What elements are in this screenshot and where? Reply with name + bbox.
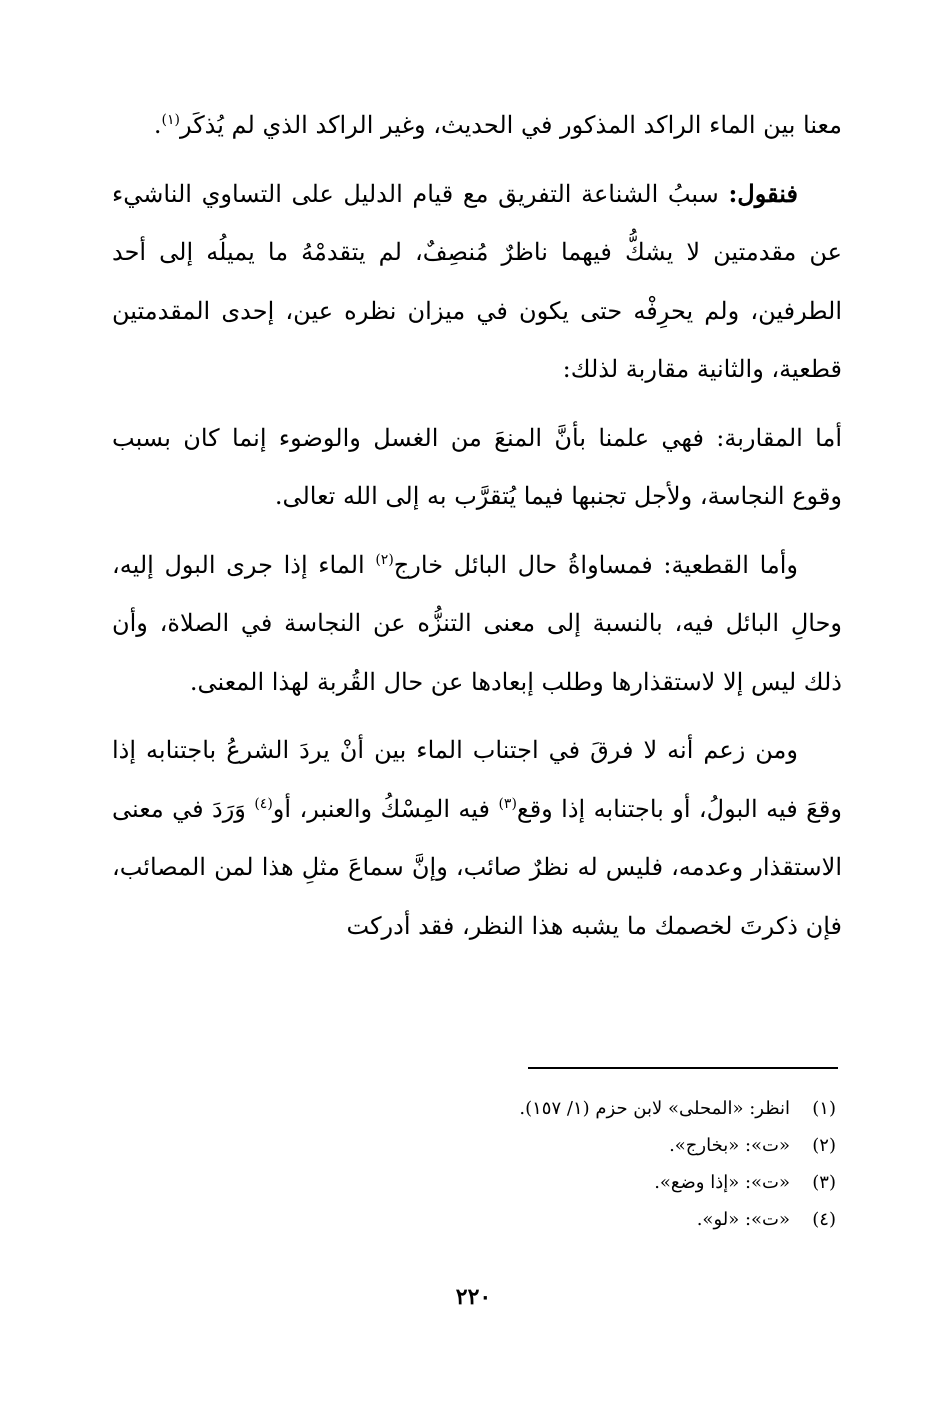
footnote-1 <box>112 1090 836 1127</box>
footnote-text: «ت»: «بخارج». <box>669 1135 790 1156</box>
paragraph-1-tail: . <box>153 111 162 139</box>
footnote-number: (١) <box>812 1098 836 1119</box>
footnote-number: (٤) <box>812 1209 836 1230</box>
footnote-ref-1: (١) <box>161 112 180 128</box>
paragraph-1 <box>112 96 842 155</box>
paragraph-4-text-after: الماء إذا جرى البول إليه، وحالِ البائل فيه، بالنسبة إلى معنى التنزُّه عن النجاسة في الصلاة، وأن ذلك ليس إلا لاستقذارها وطلب إبعادها عن حال القُربة لهذا المعنى. <box>112 550 842 696</box>
paragraph-5-text-after: وَرَدَ في معنى الاستقذار وعدمه، فليس له نظرٌ صائب، وإنَّ سماعَ مثلِ هذا لمن المصائب، فإن ذكرتَ لخصمك ما يشبه هذا النظر، فقد أدركت <box>112 794 843 940</box>
footnotes <box>112 1090 836 1238</box>
footnote-text: «ت»: «لو». <box>696 1209 790 1230</box>
footnote-2 <box>112 1127 836 1164</box>
footnote-number: (٣) <box>812 1172 836 1193</box>
page-number: ٢٢٠ <box>455 1284 492 1310</box>
paragraph-5 <box>112 721 842 955</box>
footnote-ref-4: (٤) <box>254 795 273 812</box>
paragraph-4-text-before: وأما القطعية: فمساواةُ حال البائل خارج <box>393 550 798 579</box>
footnote-4 <box>112 1201 836 1238</box>
footnote-text: انظر: «المحلى» لابن حزم (١/ ١٥٧). <box>519 1098 790 1119</box>
footnote-3 <box>112 1164 836 1201</box>
main-text <box>112 96 842 955</box>
footnote-text: «ت»: «إذا وضع». <box>654 1172 790 1193</box>
paragraph-3-text: أما المقاربة: فهي علمنا بأنَّ المنعَ من الغسل والوضوء إنما كان بسبب وقوع النجاسة، ولأجل تجنبها فيما يُتقرَّب به إلى الله تعالى. <box>112 423 842 510</box>
paragraph-1-text: معنا بين الماء الراكد المذكور في الحديث، وغير الراكد الذي لم يُذكَر <box>179 111 842 139</box>
footnote-ref-3: (٣) <box>498 795 517 812</box>
paragraph-4 <box>112 536 842 712</box>
paragraph-3 <box>112 409 842 526</box>
paragraph-2-text: سببُ الشناعة التفريق مع قيام الدليل على التساوي الناشيء عن مقدمتين لا يشكُّ فيهما ناظرٌ مُنصِفٌ، لم يتقدمْهُ ما يميلُه إلى أحد الطرفين، ولم يحرِفْه حتى يكون في ميزان نظره عين، إحدى المقدمتين قطعية، والثانية مقاربة لذلك: <box>112 179 842 383</box>
paragraph-2 <box>112 165 842 399</box>
paragraph-5-text-before: ومن زعم أنه لا فرقَ في اجتناب الماء بين أنْ يردَ الشرعُ باجتنابه إذا وقعَ فيه البولُ، أو باجتنابه إذا وقع <box>112 736 842 823</box>
paragraph-2-lead: فنقول: <box>728 178 798 208</box>
footnote-separator <box>528 1067 838 1069</box>
paragraph-5-text-middle: فيه المِسْكُ والعنبر، أو <box>272 794 499 823</box>
footnote-number: (٢) <box>812 1135 836 1156</box>
footnote-ref-2: (٢) <box>375 551 394 568</box>
